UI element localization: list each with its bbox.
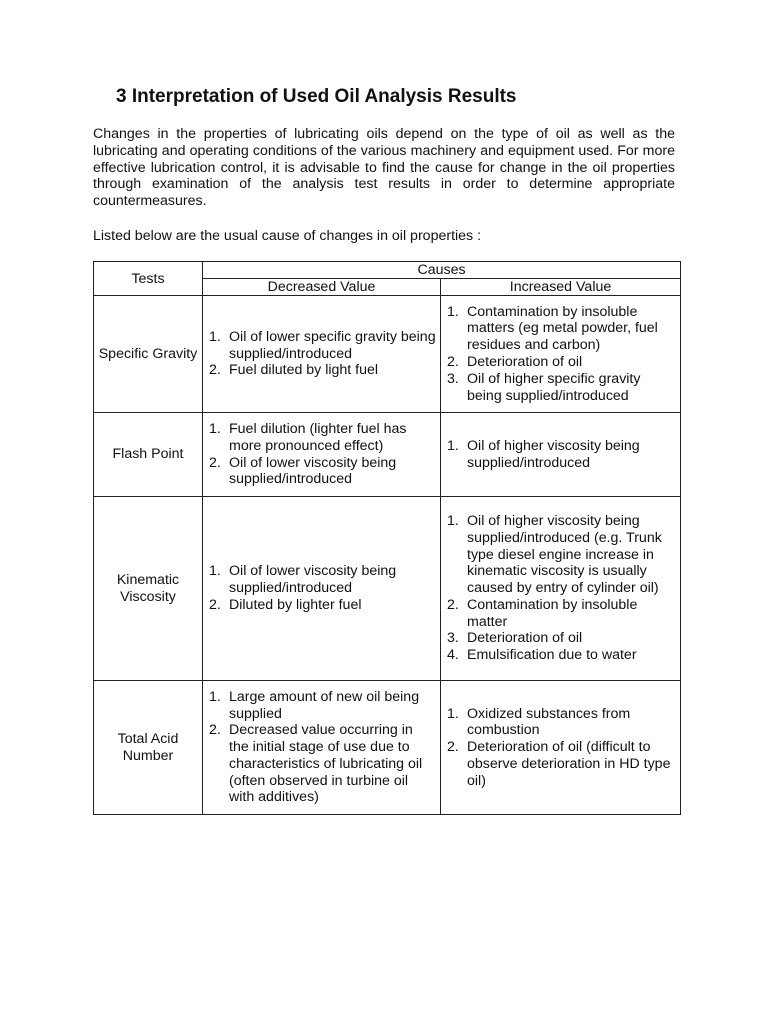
lead-sentence: Listed below are the usual cause of changes in oil properties : bbox=[93, 228, 482, 244]
list-text: Fuel dilution (lighter fuel has more pronounced effect) bbox=[229, 420, 407, 454]
list-item bbox=[447, 647, 676, 664]
list-item bbox=[209, 421, 436, 455]
list-item bbox=[209, 455, 436, 489]
intro-paragraph: Changes in the properties of lubricating oils depend on the type of oil as well as the lubricating and operating conditions of the various machinery and equipment used. For more effective lubrication control, it is advisable to find the cause for change in the oil properties through examination of the analysis test results in order to determine appropriate countermeasures. bbox=[93, 126, 675, 210]
list-item bbox=[447, 706, 676, 740]
list-text: Oil of higher specific gravity being supplied/introduced bbox=[467, 370, 641, 404]
oil-analysis-table bbox=[93, 261, 681, 815]
list-number: 1. bbox=[447, 512, 459, 529]
list-item bbox=[447, 739, 676, 789]
list-text: Oil of lower viscosity being supplied/introduced bbox=[229, 454, 397, 488]
list-number: 1. bbox=[209, 563, 221, 580]
decreased-causes bbox=[203, 296, 441, 413]
list-number: 3. bbox=[447, 370, 459, 387]
list-number: 2. bbox=[209, 362, 221, 379]
list-item bbox=[447, 630, 676, 647]
increased-causes bbox=[441, 497, 681, 681]
list-number: 1. bbox=[209, 328, 221, 345]
test-name: Kinematic Viscosity bbox=[94, 497, 203, 681]
list-number: 2. bbox=[209, 722, 221, 739]
list-text: Deterioration of oil (difficult to observe deterioration in HD type oil) bbox=[467, 739, 671, 789]
section-heading: 3 Interpretation of Used Oil Analysis Results bbox=[116, 86, 517, 107]
list-item bbox=[447, 513, 676, 597]
list-item bbox=[209, 329, 436, 363]
list-text: Emulsification due to water bbox=[467, 647, 637, 664]
list-item bbox=[209, 597, 436, 614]
list-item bbox=[209, 563, 436, 597]
table-row bbox=[94, 296, 681, 413]
list-text: Oil of higher viscosity being supplied/introduced bbox=[467, 437, 640, 471]
header-decreased: Decreased Value bbox=[203, 279, 441, 296]
table-row bbox=[94, 497, 681, 681]
list-number: 2. bbox=[447, 596, 459, 613]
decreased-causes bbox=[203, 413, 441, 497]
list-item bbox=[447, 438, 676, 472]
list-text: Diluted by lighter fuel bbox=[229, 596, 362, 613]
list-item bbox=[209, 689, 436, 723]
list-number: 1. bbox=[447, 437, 459, 454]
list-item bbox=[209, 722, 436, 806]
header-increased: Increased Value bbox=[441, 279, 681, 296]
list-text: Oil of lower viscosity being supplied/introduced bbox=[229, 563, 397, 597]
list-number: 1. bbox=[447, 303, 459, 320]
list-text: Large amount of new oil being supplied bbox=[229, 688, 420, 722]
list-number: 1. bbox=[447, 705, 459, 722]
list-number: 2. bbox=[209, 596, 221, 613]
decreased-causes bbox=[203, 681, 441, 815]
list-number: 1. bbox=[209, 420, 221, 437]
list-number: 2. bbox=[209, 454, 221, 471]
list-item bbox=[209, 362, 436, 379]
header-causes: Causes bbox=[203, 262, 681, 279]
table-row bbox=[94, 413, 681, 497]
list-item bbox=[447, 354, 676, 371]
list-item bbox=[447, 304, 676, 354]
table-row bbox=[94, 681, 681, 815]
list-number: 2. bbox=[447, 354, 459, 370]
list-number: 2. bbox=[447, 739, 459, 756]
list-text: Decreased value occurring in the initial stage of use due to characteristics of lubricating oil (often observed in turbine oil with additives) bbox=[229, 722, 423, 806]
list-number: 1. bbox=[209, 688, 221, 705]
test-name: Specific Gravity bbox=[94, 296, 203, 413]
decreased-causes bbox=[203, 497, 441, 681]
list-text: Oil of higher viscosity being supplied/introduced (e.g. Trunk type diesel engine increase in kinematic viscosity is usually caused by entry of cylinder oil) bbox=[467, 512, 662, 597]
increased-causes bbox=[441, 413, 681, 497]
test-name: Flash Point bbox=[94, 413, 203, 497]
increased-causes bbox=[441, 296, 681, 413]
increased-causes bbox=[441, 681, 681, 815]
test-name: Total Acid Number bbox=[94, 681, 203, 815]
list-text: Contamination by insoluble matters (eg metal powder, fuel residues and carbon) bbox=[467, 303, 658, 354]
list-item bbox=[447, 597, 676, 631]
header-tests: Tests bbox=[94, 262, 203, 296]
list-text: Oil of lower specific gravity being supplied/introduced bbox=[229, 328, 436, 362]
list-number: 3. bbox=[447, 630, 459, 647]
list-text: Deterioration of oil bbox=[467, 630, 583, 647]
list-text: Deterioration of oil bbox=[467, 354, 583, 370]
list-text: Oxidized substances from combustion bbox=[467, 705, 631, 739]
list-number: 4. bbox=[447, 647, 459, 664]
list-text: Contamination by insoluble matter bbox=[467, 596, 638, 630]
list-text: Fuel diluted by light fuel bbox=[229, 362, 379, 379]
list-item bbox=[447, 371, 676, 405]
